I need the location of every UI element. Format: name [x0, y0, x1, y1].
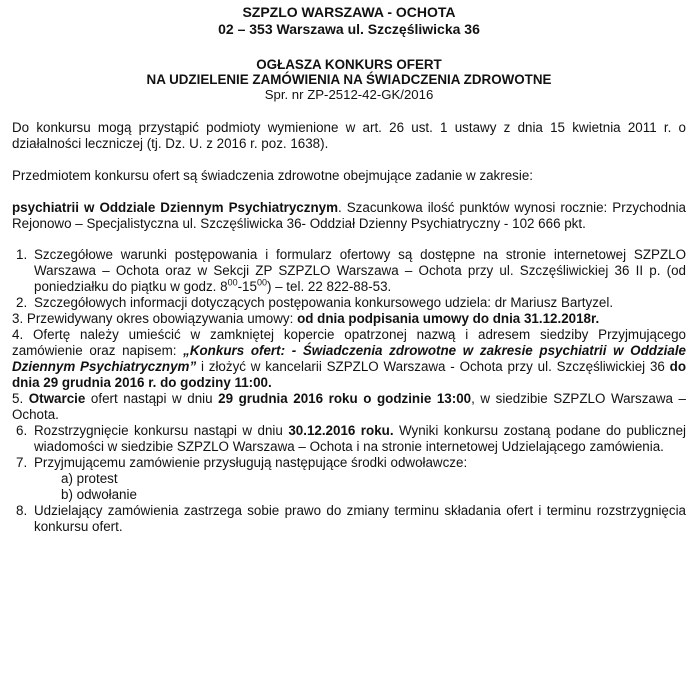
list-item-emphasis: od dnia podpisania umowy do dnia 31.12.2018r.	[297, 311, 600, 326]
list-item-text: Rozstrzygnięcie konkursu nastąpi w dniu	[34, 423, 289, 438]
list-item-text: -15	[237, 279, 257, 294]
list-item-emphasis: Otwarcie	[28, 391, 86, 406]
list-item-text: Wyniki konkursu zostaną podane do publicznej wiadomości w siedzibie SZPZLO Warszawa – Ochota i na stronie internetowej Udzielającego zamówienia.	[34, 423, 686, 454]
list-item-text: Ofertę należy umieścić w zamkniętej kopercie opatrzonej nazwą i adresem siedziby Przyjmującego zamówienie oraz napisem:	[12, 327, 686, 358]
list-item-text: Przyjmującemu zamówienie przysługują następujące środki odwoławcze:	[34, 455, 468, 470]
opening-date: 29 grudnia 2016 roku o godzinie 13:00	[218, 391, 472, 406]
list-item-number: 1.	[16, 247, 28, 262]
list-item-text: , w siedzibie SZPZLO Warszawa – Ochota.	[12, 391, 686, 422]
organization-address: 02 – 353 Warszawa ul. Szczęśliwicka 36	[218, 21, 480, 37]
list-item-text: Szczegółowych informacji dotyczących postępowania konkursowego udziela: dr Mariusz Bartyzel.	[34, 295, 614, 310]
announcement-subtitle: NA UDZIELENIE ZAMÓWIENIA NA ŚWIADCZENIA ZDROWOTNE	[146, 72, 552, 87]
list-item-8	[12, 503, 686, 535]
list-item-number: 5.	[12, 391, 24, 406]
intro-paragraph: Do konkursu mogą przystąpić podmioty wymienione w art. 26 ust. 1 ustawy z dnia 15 kwietnia 2011 r. o działalności leczniczej (tj. Dz. U. z 2016 r. poz. 1638).	[12, 120, 686, 151]
scope-details: . Szacunkowa ilość punktów wynosi rocznie: Przychodnia Rejonowo – Specjalistyczna ul. Szczęśliwicka 36- Oddział Dzienny Psychiatryczny - 102 666 pkt.	[12, 200, 686, 231]
list-item-2	[12, 295, 686, 311]
sub-item-b: b) odwołanie	[61, 487, 137, 502]
subject-paragraph: Przedmiotem konkursu ofert są świadczenia zdrowotne obejmujące zadanie w zakresie:	[12, 168, 533, 183]
submission-deadline: do dnia 29 grudnia 2016 r. do godziny 11:00.	[12, 359, 687, 390]
sub-item-a: a) protest	[61, 471, 118, 486]
list-item-5	[12, 391, 686, 423]
scope-title: psychiatrii w Oddziale Dziennym Psychiatrycznym	[12, 200, 338, 215]
list-item-number: 7.	[16, 455, 28, 470]
organization-name: SZPZLO WARSZAWA - OCHOTA	[242, 4, 456, 20]
hours-superscript: 00	[256, 277, 267, 288]
list-item-number: 2.	[16, 295, 28, 310]
list-item-text: ofert nastąpi w dniu	[85, 391, 219, 406]
resolution-date: 30.12.2016 roku.	[288, 423, 394, 438]
case-reference: Spr. nr ZP-2512-42-GK/2016	[264, 87, 434, 102]
scope-paragraph	[12, 200, 686, 232]
list-item-6	[12, 423, 686, 455]
envelope-inscription: „Konkurs ofert: - Świadczenia zdrowotne w zakresie psychiatrii w Oddziale Dziennym Psychiatrycznym”	[12, 343, 686, 374]
list-item-text: Udzielający zamówienia zastrzega sobie prawo do zmiany terminu składania ofert i terminu rozstrzygnięcia konkursu ofert.	[34, 503, 686, 534]
list-item-7	[12, 455, 686, 471]
list-item-number: 8.	[16, 503, 28, 518]
announcement-title: OGŁASZA KONKURS OFERT	[256, 57, 442, 72]
list-item-number: 4.	[12, 327, 24, 342]
list-item-text: Szczegółowe warunki postępowania i formularz ofertowy są dostępne na stronie internetowej SZPZLO Warszawa – Ochota oraz w Sekcji ZP SZPZLO Warszawa – Ochota przy ul. Szczęśliwickiej 36 II p. (od poniedziałku do piątku w godz. 8	[34, 247, 686, 294]
hours-superscript: 00	[227, 277, 238, 288]
list-item-1	[12, 247, 686, 295]
list-item-number: 6.	[16, 423, 28, 438]
conditions-list	[12, 247, 686, 535]
list-item-text: i złożyć w kancelarii SZPZLO Warszawa - Ochota przy ul. Szczęśliwickiej 36	[196, 359, 670, 374]
list-item-text: ) – tel. 22 822-88-53.	[266, 279, 392, 294]
list-item-4	[12, 327, 686, 391]
list-item-3	[12, 311, 686, 327]
list-item-text: Przewidywany okres obowiązywania umowy:	[26, 311, 298, 326]
list-item-number: 3.	[12, 311, 24, 326]
